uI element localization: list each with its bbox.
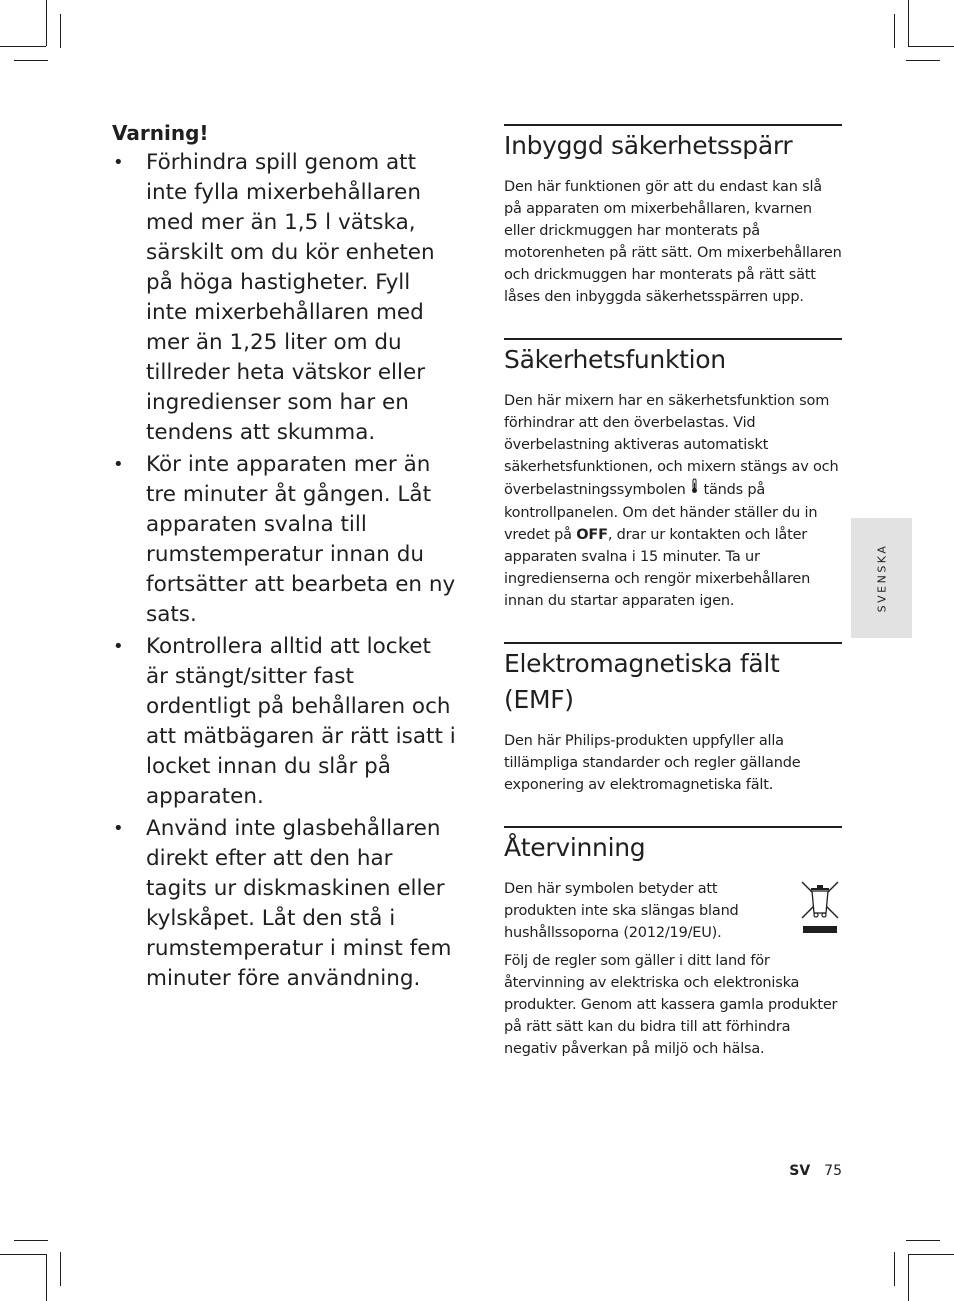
warning-text: Förhindra spill genom att inte fylla mixerbehållaren med mer än 1,5 l vätska, särskilt om du kör enheten på höga hastigheter. Fyll inte mixerbehållaren med mer än 1,25 liter om du tillreder heta vätskor eller ingredienser som har en tendens att skumma. — [146, 150, 435, 445]
section-body: Följ de regler som gäller i ditt land för återvinning av elektriska och elektroniska produkter. Genom att kassera gamla produkter på rätt sätt kan du bidra till att förhindra negativ påverkan på miljö och hälsa. — [504, 953, 838, 1057]
crop-mark — [908, 1254, 909, 1301]
warning-text: Kontrollera alltid att locket är stängt/sitter fast ordentligt på behållaren och att mätbägaren är rätt isatt i locket innan du slår på apparaten. — [146, 634, 456, 809]
warning-heading: Varning! — [112, 121, 209, 145]
crossed-out-wheelie-bin-icon — [800, 880, 840, 936]
crop-mark — [906, 1240, 940, 1241]
warning-column — [112, 118, 457, 996]
crop-mark — [906, 60, 940, 61]
section-title: Inbyggd säkerhetsspärr — [504, 131, 793, 160]
section-title: Säkerhetsfunktion — [504, 345, 726, 374]
warning-item — [112, 450, 457, 630]
section-body: Den här funktionen gör att du endast kan slå på apparaten om mixerbehållaren, kvarnen eller drickmuggen har monterats på motorenheten på rätt sätt. Om mixerbehållaren och drickmuggen har monterats på rätt sätt låses den inbyggda säkerhetsspärren upp. — [504, 179, 842, 305]
warning-text: Använd inte glasbehållaren direkt efter att den har tagits ur diskmaskinen eller kylskåpet. Låt den stå i rumstemperatur i minst fem minuter före användning. — [146, 816, 452, 991]
crop-mark — [894, 1252, 895, 1286]
language-tab-label: SVENSKA — [875, 543, 888, 613]
bullet: • — [113, 454, 124, 475]
section-emf — [504, 642, 842, 796]
section-body — [504, 390, 842, 612]
warning-item — [112, 814, 457, 994]
crop-mark — [46, 1254, 47, 1301]
section-body: Den här symbolen betyder att produkten inte ska slängas bland hushållssoporna (2012/19/EU). — [504, 881, 739, 941]
page-footer — [760, 1163, 842, 1179]
bullet: • — [113, 636, 124, 657]
crop-mark — [14, 60, 48, 61]
crop-mark — [908, 46, 954, 47]
page-number: 75 — [824, 1163, 842, 1179]
bullet: • — [113, 152, 124, 173]
section-safety-lock — [504, 124, 842, 308]
off-label: OFF — [576, 527, 608, 543]
info-column — [504, 124, 842, 1090]
body-text: , drar ur kontakten och låter apparaten svalna i 15 minuter. Ta ur ingredienserna och rengör mixerbehållaren innan du startar apparaten igen. — [504, 527, 811, 609]
crop-mark — [0, 1254, 46, 1255]
warning-item — [112, 632, 457, 812]
crop-mark — [908, 1254, 954, 1255]
section-body: Den här Philips-produkten uppfyller alla tillämpliga standarder och regler gällande exponering av elektromagnetiska fält. — [504, 733, 801, 793]
section-recycling — [504, 826, 842, 1060]
body-text: Den här mixern har en säkerhetsfunktion som förhindrar att den överbelastas. Vid överbelastning aktiveras automatiskt säkerhetsfunktionen, och mixern stängs av och överbelastningssymbolen — [504, 393, 839, 498]
warning-text: Kör inte apparaten mer än tre minuter åt gången. Låt apparaten svalna till rumstemperatur innan du fortsätter att bearbeta en ny sats. — [146, 452, 456, 627]
section-title: Återvinning — [504, 833, 646, 862]
warning-list — [112, 148, 457, 994]
section-safety-feature — [504, 338, 842, 612]
bullet: • — [113, 818, 124, 839]
crop-mark — [46, 0, 47, 46]
warning-item — [112, 148, 457, 448]
thermometer-icon — [690, 478, 699, 502]
crop-mark — [0, 46, 46, 47]
crop-mark — [908, 0, 909, 46]
section-title: Elektromagnetiska fält (EMF) — [504, 649, 780, 714]
language-tab — [851, 518, 912, 638]
crop-mark — [60, 1252, 61, 1286]
footer-language: SV — [789, 1163, 811, 1179]
recycling-content — [504, 878, 842, 1060]
crop-mark — [14, 1240, 48, 1241]
body-text: tänds på kontrollpanelen. Om det händer ställer du in vredet på — [504, 482, 818, 543]
crop-mark — [60, 14, 61, 48]
crop-mark — [894, 14, 895, 48]
